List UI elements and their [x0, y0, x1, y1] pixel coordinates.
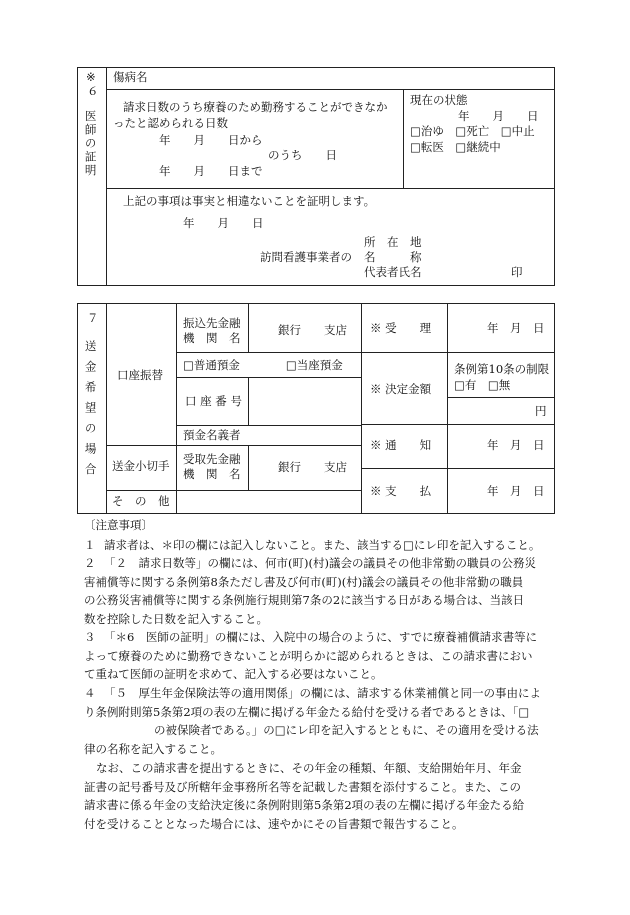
status-label: 現在の状態	[410, 93, 468, 107]
note-1-text: 請求者は、＊印の欄には記入しないこと。また、該当する□にレ印を記入すること。	[104, 538, 541, 552]
location-label: 所 在 地	[364, 235, 422, 249]
account-transfer-label: 口座振替	[117, 368, 163, 382]
notice-date: 年 月 日	[487, 438, 545, 452]
days-text-line1: 請求日数のうち療養のため勤務することができなか	[123, 100, 388, 114]
note-4	[84, 684, 560, 758]
supplement-line2: 証書の記号番号及び所轄年金事務所名等を記載した書類を添付すること。また、この	[84, 779, 521, 794]
note-2-number: ２	[84, 556, 96, 570]
bank-branch: 銀行 支店	[278, 323, 347, 337]
note-2-line2: 害補償等に関する条例第8条ただし書及び何市(町)(村)議会の議員その他非常勤の職員	[84, 574, 524, 589]
section6-mark: ※	[86, 70, 96, 84]
note-4-line2: り条例附則第5条第2項の表の左欄に掲げる年金たる給付を受ける者であるときは、「□	[84, 704, 530, 719]
recv-label-1: 受取先金融	[183, 452, 241, 466]
receipt-label: ※ 受 理	[370, 321, 432, 335]
certify-text: 上記の事項は事実と相違ないことを証明します。	[123, 194, 376, 208]
note-4-number: ４	[84, 686, 96, 700]
note-3-line2: よって療養のために勤務できないことが明らかに認められるときは、この請求書におい	[84, 648, 533, 663]
note-1-number: １	[84, 538, 96, 552]
notice-label: ※ 通 知	[370, 438, 432, 452]
note-3	[84, 628, 560, 684]
note-2-line4: 数を控除した日数を記入すること。	[84, 611, 268, 626]
check-label: 送金小切手	[112, 459, 170, 473]
note-4-line1: 「５ 厚生年金保険法等の適用関係」の欄には、請求する休業補償と同一の事由によ	[104, 686, 541, 700]
section7-side-label: 送金希望の場合	[83, 340, 98, 484]
note-2	[84, 554, 560, 628]
status-row2[interactable]: □転医 □継続中	[410, 140, 501, 154]
certify-date: 年 月 日	[183, 216, 264, 230]
from-date: 年 月 日から	[159, 133, 263, 147]
decision-label: ※ 決定金額	[370, 382, 432, 396]
provider-label: 訪問看護事業者の	[260, 250, 352, 264]
of-which-days: のうち 日	[268, 148, 337, 162]
days-text-line2: ったと認められる日数	[113, 116, 228, 130]
payment-label: ※ 支 払	[370, 484, 432, 498]
supplement-line1: なお、この請求書を提出するときに、その年金の種類、年額、支給開始年月、年金	[96, 761, 522, 775]
seal-mark: 印	[511, 265, 523, 279]
supplement-line3: 請求書に係る年金の支給決定後に条例附則第5条第2項の表の左欄に掲げる年金たる給	[84, 798, 525, 812]
recv-branch: 銀行 支店	[278, 460, 347, 474]
section6-side-label: 医師の証明	[83, 110, 98, 178]
article10-label: 条例第10条の制限	[454, 362, 550, 376]
bank-label-1: 振込先金融	[183, 316, 241, 330]
account-holder-label: 預金名義者	[183, 428, 241, 442]
disease-name-label: 傷病名	[113, 70, 148, 84]
note-3-line1: 「＊6 医師の証明」の欄には、入院中の場合のように、すでに療養補償請求書等に	[104, 630, 538, 644]
section6-number: ６	[87, 84, 99, 98]
yen-unit: 円	[535, 404, 547, 418]
other-label: そ の 他	[112, 494, 170, 508]
to-date: 年 月 日まで	[159, 164, 263, 178]
recv-label-2: 機 関 名	[183, 467, 241, 481]
supplement-line4: 付を受けることとなった場合には、速やかにその旨書類で報告すること。	[84, 816, 464, 831]
representative-label: 代表者氏名	[364, 265, 422, 279]
article10-options[interactable]: □有 □無	[454, 378, 511, 392]
deposit-types[interactable]: □普通預金 □当座預金	[183, 358, 343, 372]
note-3-number: ３	[84, 630, 96, 644]
payment-date: 年 月 日	[487, 484, 545, 498]
note-4-line4: 律の名称を記入すること。	[84, 741, 222, 756]
section7-number: ７	[87, 311, 99, 325]
status-row1[interactable]: □治ゆ □死亡 □中止	[410, 124, 535, 138]
account-number-label: 口 座 番 号	[185, 394, 242, 408]
status-date: 年 月 日	[458, 109, 539, 123]
note-1	[84, 536, 560, 555]
receipt-date: 年 月 日	[487, 321, 545, 335]
note-supplement	[84, 759, 560, 833]
name-label: 名 称	[364, 250, 422, 264]
bank-label-2: 機 関 名	[183, 331, 241, 345]
note-2-line1: 「２ 請求日数等」の欄には、何市(町)(村)議会の議員その他非常勤の職員の公務災	[104, 556, 536, 570]
notes-title: 〔注意事項〕	[84, 518, 153, 532]
note-2-line3: の公務災害補償等に関する条例施行規則第7条の2に該当する日がある場合は、当該日	[84, 593, 525, 607]
note-4-line3: の被保険者である。」の□にレ印を記入するとともに、その適用を受ける法	[154, 723, 539, 737]
note-3-line3: て重ねて医師の証明を求めて、記入する必要はないこと。	[84, 667, 383, 681]
